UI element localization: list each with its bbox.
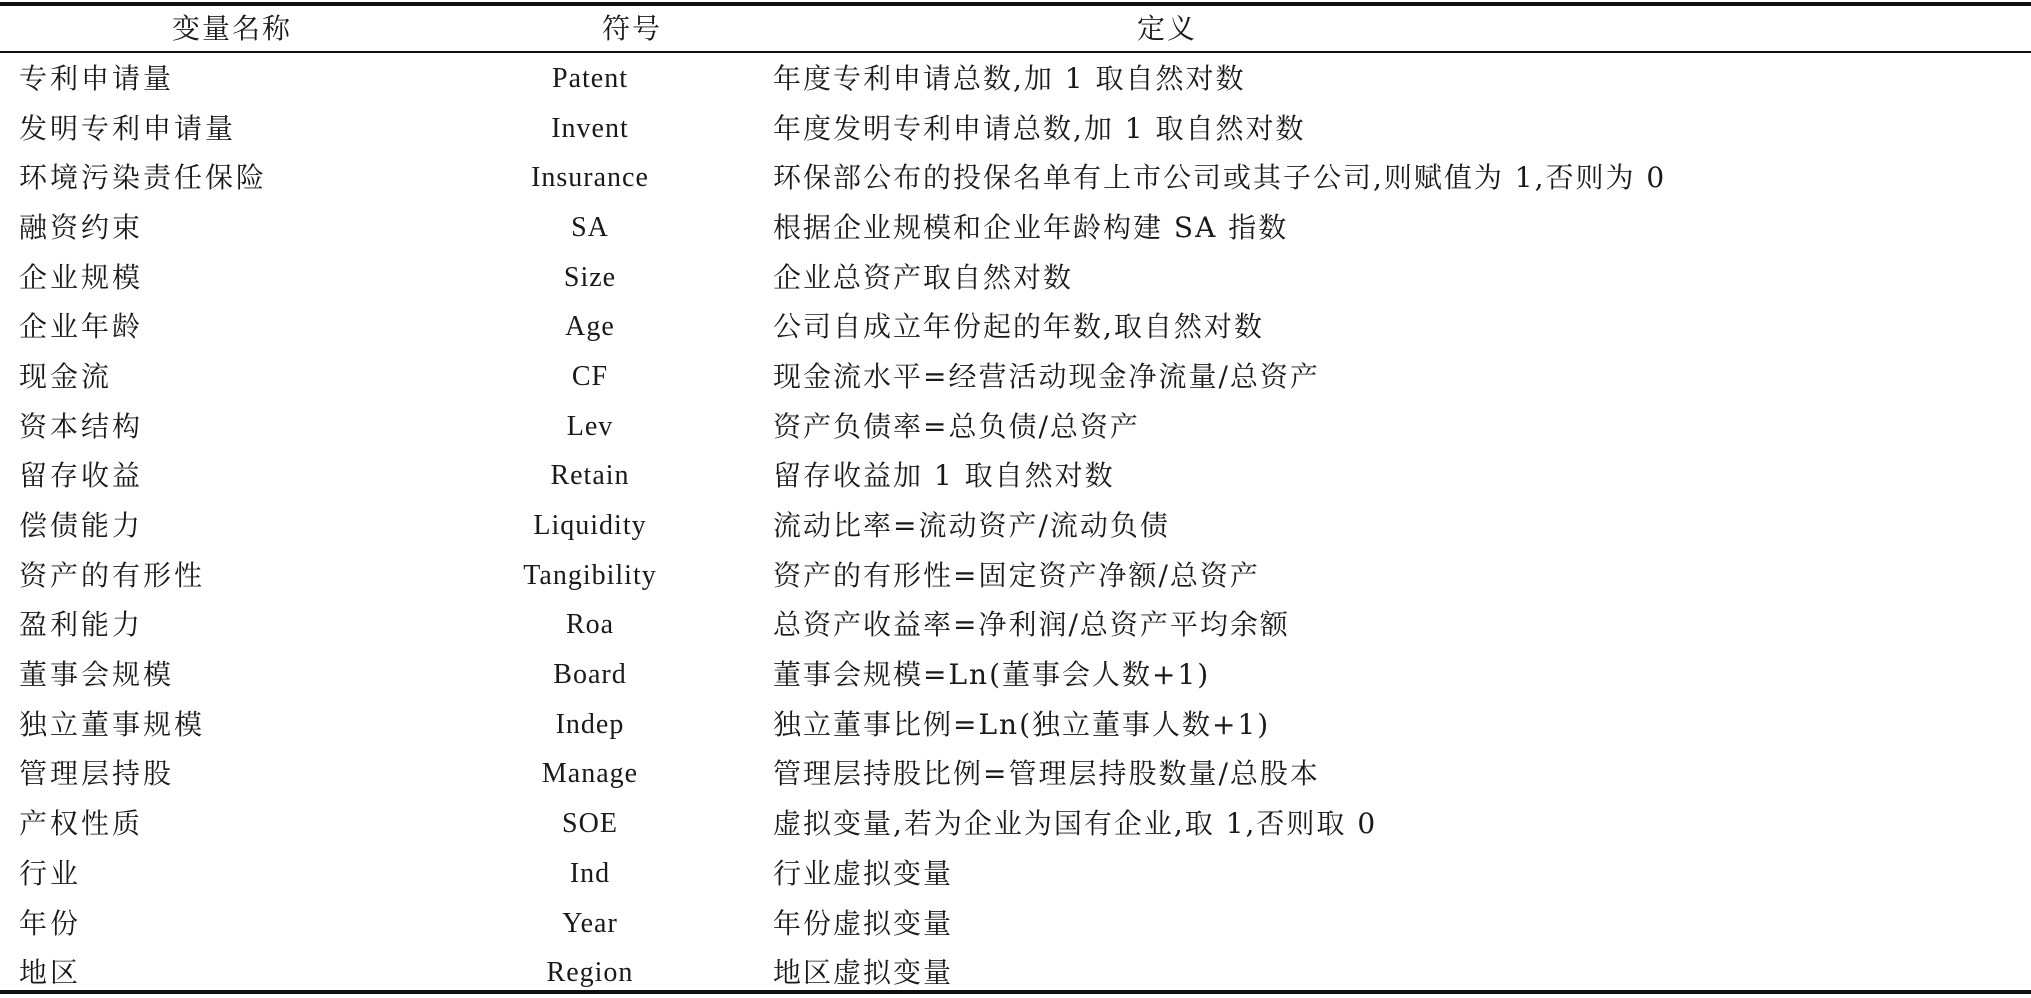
table-row bbox=[0, 153, 2031, 203]
table-row bbox=[0, 501, 2031, 551]
header-symbol: 符号 bbox=[602, 11, 663, 45]
variable-symbol-cell: Lev bbox=[566, 410, 614, 442]
variable-definition-table bbox=[0, 6, 2031, 998]
variable-definition-cell: 年度专利申请总数,加 1 取自然对数 bbox=[773, 61, 1246, 95]
variable-name-cell: 融资约束 bbox=[19, 210, 144, 244]
table-row bbox=[0, 601, 2031, 651]
table-row bbox=[0, 302, 2031, 352]
variable-name-cell: 资产的有形性 bbox=[19, 558, 206, 592]
table-row bbox=[0, 203, 2031, 253]
variable-definition-cell: 资产负债率=总负债/总资产 bbox=[773, 409, 1140, 443]
variable-symbol-cell: Retain bbox=[550, 460, 630, 492]
variable-symbol-cell: Region bbox=[546, 957, 634, 989]
variable-symbol-cell: Year bbox=[562, 907, 618, 939]
variable-name-cell: 企业年龄 bbox=[19, 310, 144, 344]
variable-name-cell: 年份 bbox=[19, 906, 82, 940]
variable-definition-cell: 企业总资产取自然对数 bbox=[773, 260, 1074, 294]
variable-name-cell: 董事会规模 bbox=[19, 658, 175, 692]
variable-definition-cell: 根据企业规模和企业年龄构建 SA 指数 bbox=[773, 210, 1289, 244]
table-row bbox=[0, 104, 2031, 154]
table-row bbox=[0, 948, 2031, 998]
variable-definition-cell: 董事会规模=Ln(董事会人数+1) bbox=[773, 658, 1211, 692]
variable-name-cell: 现金流 bbox=[19, 359, 113, 393]
variable-name-cell: 企业规模 bbox=[19, 260, 144, 294]
header-definition: 定义 bbox=[1137, 11, 1198, 45]
variable-definition-cell: 留存收益加 1 取自然对数 bbox=[773, 459, 1115, 493]
variable-definition-cell: 年份虚拟变量 bbox=[773, 906, 954, 940]
variable-name-cell: 留存收益 bbox=[19, 459, 144, 493]
variable-name-cell: 环境污染责任保险 bbox=[19, 161, 268, 195]
table-header-row bbox=[0, 6, 2031, 51]
variable-definition-cell: 环保部公布的投保名单有上市公司或其子公司,则赋值为 1,否则为 0 bbox=[773, 161, 1667, 195]
table-row bbox=[0, 51, 2031, 104]
variable-definition-cell: 地区虚拟变量 bbox=[773, 956, 954, 990]
variable-definition-cell: 行业虚拟变量 bbox=[773, 856, 954, 890]
variable-definition-cell: 独立董事比例=Ln(独立董事人数+1) bbox=[773, 707, 1271, 741]
variable-name-cell: 行业 bbox=[19, 856, 82, 890]
table-row bbox=[0, 799, 2031, 849]
variable-symbol-cell: Invent bbox=[551, 112, 629, 144]
table-row bbox=[0, 750, 2031, 800]
variable-definition-cell: 虚拟变量,若为企业为国有企业,取 1,否则取 0 bbox=[773, 807, 1378, 841]
header-variable-name: 变量名称 bbox=[172, 11, 293, 45]
variable-name-cell: 地区 bbox=[19, 956, 82, 990]
variable-symbol-cell: Board bbox=[553, 659, 627, 691]
variable-name-cell: 资本结构 bbox=[19, 409, 144, 443]
variable-symbol-cell: Manage bbox=[541, 758, 639, 790]
variable-symbol-cell: Indep bbox=[555, 708, 625, 740]
variable-symbol-cell: Size bbox=[563, 261, 617, 293]
variable-symbol-cell: SOE bbox=[562, 808, 618, 840]
variable-symbol-cell: CF bbox=[571, 360, 609, 392]
variable-definition-cell: 流动比率=流动资产/流动负债 bbox=[773, 509, 1170, 543]
table-row bbox=[0, 253, 2031, 303]
variable-name-cell: 独立董事规模 bbox=[19, 707, 206, 741]
variable-name-cell: 产权性质 bbox=[19, 807, 144, 841]
variable-definition-cell: 总资产收益率=净利润/总资产平均余额 bbox=[773, 608, 1290, 642]
variable-definition-cell: 年度发明专利申请总数,加 1 取自然对数 bbox=[773, 111, 1306, 145]
variable-symbol-cell: Tangibility bbox=[523, 559, 657, 591]
variable-symbol-cell: Roa bbox=[565, 609, 615, 641]
table-row bbox=[0, 849, 2031, 899]
table-row bbox=[0, 650, 2031, 700]
variable-symbol-cell: Age bbox=[565, 311, 615, 343]
table-row bbox=[0, 551, 2031, 601]
variable-symbol-cell: SA bbox=[571, 211, 609, 243]
table-row bbox=[0, 452, 2031, 502]
table-row bbox=[0, 402, 2031, 452]
variable-name-cell: 盈利能力 bbox=[19, 608, 144, 642]
variable-definition-cell: 现金流水平=经营活动现金净流量/总资产 bbox=[773, 359, 1320, 393]
variable-symbol-cell: Insurance bbox=[531, 162, 649, 194]
table-row bbox=[0, 700, 2031, 750]
table-row bbox=[0, 352, 2031, 402]
variable-name-cell: 管理层持股 bbox=[19, 757, 175, 791]
variable-definition-cell: 公司自成立年份起的年数,取自然对数 bbox=[773, 310, 1264, 344]
variable-definition-cell: 资产的有形性=固定资产净额/总资产 bbox=[773, 558, 1260, 592]
variable-definition-cell: 管理层持股比例=管理层持股数量/总股本 bbox=[773, 757, 1320, 791]
table-body bbox=[0, 51, 2031, 998]
variable-name-cell: 发明专利申请量 bbox=[19, 111, 237, 145]
variable-symbol-cell: Patent bbox=[552, 62, 628, 94]
variable-name-cell: 专利申请量 bbox=[19, 61, 175, 95]
variable-name-cell: 偿债能力 bbox=[19, 509, 144, 543]
table-row bbox=[0, 899, 2031, 949]
table-header bbox=[0, 6, 2031, 51]
variable-symbol-cell: Ind bbox=[569, 857, 611, 889]
variable-symbol-cell: Liquidity bbox=[533, 510, 647, 542]
